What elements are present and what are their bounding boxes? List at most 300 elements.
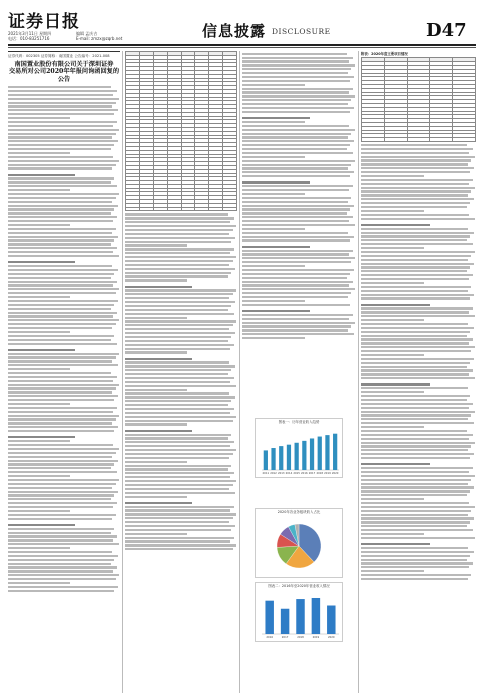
text-line (361, 202, 470, 204)
chart-title: 图表二：2016年至2020年营业收入情况 (268, 584, 330, 588)
text-line (125, 348, 230, 350)
text-line (8, 277, 111, 279)
masthead-rule (8, 44, 476, 46)
text-line (361, 255, 471, 257)
text-line (8, 125, 113, 127)
text-line (242, 148, 347, 150)
table-cell (139, 207, 153, 211)
text-line (125, 279, 187, 281)
text-line (8, 86, 111, 88)
text-line (125, 328, 229, 330)
revenue-bar-svg (256, 588, 342, 642)
table-row (126, 207, 237, 211)
text-line (125, 423, 187, 425)
text-line (8, 148, 111, 150)
text-line (125, 377, 234, 379)
text-line (8, 384, 119, 386)
text-line (8, 90, 117, 92)
text-line (125, 461, 187, 463)
text-line (125, 275, 228, 277)
text-line (242, 250, 353, 252)
text-line (242, 277, 347, 279)
text-line (242, 236, 354, 238)
text-line (8, 133, 116, 135)
text-line (242, 228, 305, 230)
tick-label: 2017 (281, 636, 289, 639)
text-line (8, 236, 118, 238)
text-line (8, 559, 114, 561)
text-line (361, 335, 467, 337)
text-line (242, 292, 351, 294)
text-line (242, 107, 354, 109)
text-line (8, 395, 118, 397)
text-line (125, 533, 187, 535)
text-line (361, 338, 473, 340)
text-line (361, 457, 470, 459)
text-line (125, 336, 231, 338)
text-line (8, 387, 116, 389)
revenue-trend-svg (256, 424, 342, 478)
text-line (8, 197, 116, 199)
masthead-email-line: E-mail: zmzx@zqrb.net (76, 36, 123, 41)
text-line (125, 400, 231, 402)
text-line (361, 387, 468, 389)
text-line (8, 467, 111, 469)
text-line (242, 99, 351, 101)
text-line (125, 252, 230, 254)
text-line (361, 551, 474, 553)
text-line (8, 403, 70, 405)
text-line (8, 144, 114, 146)
text-line (361, 163, 468, 165)
text-line (361, 399, 467, 401)
text-line (242, 160, 355, 162)
bar (295, 443, 299, 470)
text-line (125, 521, 229, 523)
text-line (8, 212, 111, 214)
text-line (8, 380, 113, 382)
text-line (8, 189, 70, 191)
text-line (125, 437, 228, 439)
text-line (361, 383, 430, 385)
text-line (242, 140, 354, 142)
text-line (361, 304, 430, 306)
text-line (242, 212, 347, 214)
text-line (361, 479, 471, 481)
column-4 (361, 51, 476, 693)
column-2 (125, 51, 237, 693)
text-line (8, 452, 116, 454)
text-line (361, 543, 430, 545)
text-line (242, 284, 349, 286)
text-line (125, 496, 187, 498)
text-line (8, 327, 112, 329)
text-line (8, 360, 112, 362)
text-line (361, 426, 424, 428)
text-line (8, 440, 70, 442)
text-line (242, 322, 355, 324)
text-line (8, 356, 116, 358)
text-line (361, 251, 475, 253)
tick-label: 2015 (293, 472, 300, 475)
text-line (8, 555, 118, 557)
text-line (125, 244, 187, 246)
text-line (361, 187, 475, 189)
text-line (361, 235, 470, 237)
text-line (361, 270, 467, 272)
text-line (125, 484, 233, 486)
text-line (125, 468, 228, 470)
text-line (125, 317, 187, 319)
text-line (8, 273, 114, 275)
text-line (361, 490, 470, 492)
text-line (242, 103, 348, 105)
text-line (8, 185, 117, 187)
text-line (8, 479, 119, 481)
text-line (8, 288, 119, 290)
text-line (8, 518, 112, 520)
text-line (8, 563, 111, 565)
text-line (8, 535, 117, 537)
text-line (361, 198, 474, 200)
text-line (361, 274, 473, 276)
text-line (125, 502, 192, 504)
column-divider (239, 51, 240, 693)
text-line (8, 281, 117, 283)
text-line (125, 248, 234, 250)
text-line (361, 366, 467, 368)
chart-title: 2020年各业务板块收入占比 (277, 510, 321, 514)
text-line (8, 208, 114, 210)
data-table-col2 (125, 51, 237, 211)
data-table (125, 51, 237, 211)
article-title-line-2: 交易所对公司2020年年报问询函回复的公告 (8, 68, 120, 83)
text-line (125, 385, 236, 387)
text-line (8, 510, 70, 512)
text-line (125, 434, 231, 436)
body-text-col4 (361, 144, 476, 580)
text-line (8, 331, 70, 333)
text-line (242, 167, 348, 169)
text-line (8, 224, 70, 226)
text-line (242, 337, 305, 339)
bar (333, 434, 337, 470)
text-line (125, 476, 230, 478)
text-line (361, 377, 475, 379)
text-line (8, 304, 114, 306)
text-line (361, 323, 468, 325)
text-line (8, 475, 70, 477)
text-line (8, 129, 119, 131)
bar (265, 601, 273, 634)
text-line (8, 160, 119, 162)
text-line (361, 498, 424, 500)
text-line (242, 269, 354, 271)
text-line (242, 133, 351, 135)
text-line (361, 467, 473, 469)
text-line (125, 286, 192, 288)
body-text-col2 (125, 213, 237, 550)
text-line (361, 350, 471, 352)
text-line (361, 475, 475, 477)
text-line (8, 570, 113, 572)
text-line (242, 68, 351, 70)
text-line (361, 354, 424, 356)
text-line (361, 175, 424, 177)
text-line (242, 325, 351, 327)
table-caption: 附表：2020年度主要项目情况 (361, 52, 408, 56)
text-line (361, 214, 469, 216)
table-cell (126, 207, 140, 211)
text-line (125, 472, 234, 474)
text-line (361, 574, 471, 576)
bar (310, 438, 314, 470)
text-line (361, 445, 471, 447)
text-line (8, 422, 112, 424)
masthead-contact (76, 31, 122, 41)
text-line (242, 175, 350, 177)
text-line (361, 228, 468, 230)
chart-title: 图表一：历年营业收入趋势 (278, 420, 320, 424)
text-line (125, 488, 229, 490)
column-1 (8, 51, 120, 693)
text-line (361, 414, 471, 416)
text-line (361, 463, 430, 465)
text-line (8, 506, 113, 508)
text-line (8, 323, 116, 325)
text-line (242, 76, 354, 78)
text-line (361, 521, 470, 523)
text-line (125, 412, 230, 414)
text-line (125, 537, 234, 539)
text-line (242, 171, 354, 173)
text-line (361, 555, 470, 557)
text-line (242, 64, 355, 66)
bar (312, 598, 320, 634)
text-line (242, 84, 305, 86)
text-line (125, 264, 229, 266)
text-line (125, 492, 235, 494)
text-line (8, 586, 118, 588)
text-line (8, 471, 117, 473)
text-line (242, 205, 354, 207)
text-line (242, 273, 350, 275)
tick-label: 2016 (301, 472, 308, 475)
text-line (8, 265, 112, 267)
text-line (242, 310, 310, 312)
text-line (8, 243, 111, 245)
text-line (125, 217, 234, 219)
text-line (8, 543, 119, 545)
text-line (125, 233, 229, 235)
table-cell (407, 138, 430, 142)
text-line (361, 297, 470, 299)
text-line (361, 247, 424, 249)
text-line (361, 407, 469, 409)
text-line (8, 113, 114, 115)
tick-label: 2017 (308, 472, 316, 475)
text-line (242, 246, 310, 248)
text-line (8, 376, 117, 378)
text-line (125, 305, 231, 307)
text-line (361, 422, 474, 424)
text-line (125, 381, 230, 383)
text-line (125, 465, 231, 467)
text-line (125, 480, 236, 482)
text-line (242, 111, 350, 113)
text-line (125, 241, 231, 243)
text-line (361, 559, 467, 561)
text-line (125, 297, 229, 299)
article-heading (8, 51, 120, 83)
text-line (125, 272, 231, 274)
text-line (8, 319, 119, 321)
body-text-col1 (8, 86, 120, 592)
text-line (361, 183, 469, 185)
text-line (8, 205, 118, 207)
text-line (361, 210, 424, 212)
text-line (361, 190, 471, 192)
text-line (8, 364, 118, 366)
text-line (361, 342, 469, 344)
text-line (125, 361, 229, 363)
text-line (242, 60, 349, 62)
text-line (361, 194, 468, 196)
text-line (242, 261, 351, 263)
text-line (361, 494, 467, 496)
text-line (8, 94, 113, 96)
text-line (8, 247, 117, 249)
article-title-line-1: 南国置业股份有限公司关于深圳证券 (14, 60, 114, 68)
tick-label: 2018 (297, 636, 304, 639)
masthead-rule-thin (8, 47, 476, 48)
text-line (361, 307, 473, 309)
text-line (125, 430, 192, 432)
text-line (125, 392, 229, 394)
table-cell (362, 138, 385, 142)
table-cell (153, 207, 167, 211)
text-line (242, 208, 350, 210)
text-line (242, 314, 353, 316)
text-line (242, 57, 353, 59)
text-line (125, 420, 233, 422)
text-line (8, 269, 118, 271)
text-line (242, 152, 353, 154)
table-row (362, 138, 476, 142)
text-line (8, 528, 114, 530)
text-line (361, 327, 474, 329)
text-line (125, 509, 230, 511)
text-line (361, 278, 469, 280)
text-line (242, 318, 349, 320)
tick-label: 2011 (262, 472, 270, 475)
text-line (8, 343, 117, 345)
text-line (8, 566, 117, 568)
text-line (361, 171, 470, 173)
table-cell (181, 207, 195, 211)
text-line (125, 404, 228, 406)
text-line (361, 486, 474, 488)
text-line (125, 408, 234, 410)
text-line (361, 290, 468, 292)
text-line (361, 148, 473, 150)
bar (264, 450, 268, 470)
text-line (8, 201, 112, 203)
text-line (361, 152, 469, 154)
masthead-date-line: 2021年3月11日 星期四 (8, 31, 52, 36)
text-line (8, 220, 113, 222)
text-line (125, 540, 230, 542)
text-line (8, 430, 114, 432)
text-line (361, 358, 474, 360)
text-line (361, 442, 475, 444)
text-line (8, 109, 118, 111)
text-line (242, 296, 348, 298)
text-line (242, 95, 355, 97)
tick-label: 2013 (277, 472, 285, 475)
text-line (8, 353, 119, 355)
text-line (361, 547, 468, 549)
text-line (361, 578, 468, 580)
text-line (242, 300, 305, 302)
text-line (8, 308, 111, 310)
text-line (8, 239, 114, 241)
text-line (125, 225, 236, 227)
revenue-pie-svg (256, 514, 342, 578)
section-title: 信息披露 (202, 22, 267, 40)
table-cell (453, 138, 476, 142)
text-line (8, 261, 75, 263)
text-line (361, 259, 468, 261)
text-line (242, 144, 350, 146)
text-line (242, 121, 305, 123)
text-line (8, 539, 113, 541)
text-line (361, 510, 471, 512)
text-line (361, 156, 475, 158)
text-line (8, 407, 117, 409)
text-line (361, 311, 469, 313)
table-cell (209, 207, 223, 211)
column-divider (358, 51, 359, 693)
text-line (8, 436, 75, 438)
text-line (8, 399, 114, 401)
text-line (8, 300, 118, 302)
text-line (361, 471, 469, 473)
text-line (125, 320, 236, 322)
text-line (125, 221, 230, 223)
text-line (361, 566, 469, 568)
text-line (361, 218, 475, 220)
text-line (8, 136, 112, 138)
text-line (361, 239, 467, 241)
text-line (8, 524, 75, 526)
text-line (361, 395, 470, 397)
bar (325, 435, 329, 470)
text-line (361, 430, 467, 432)
tick-label: 2012 (270, 472, 277, 475)
text-line (125, 457, 229, 459)
text-line (125, 513, 236, 515)
text-line (125, 324, 233, 326)
newspaper-logo: 证券日报 (8, 12, 80, 32)
column-divider (122, 51, 123, 693)
text-line (361, 537, 475, 539)
text-line (8, 167, 112, 169)
text-line (8, 228, 116, 230)
revenue-pie-chart (255, 508, 343, 578)
text-line (8, 547, 70, 549)
masthead-editor-line: 编辑 孟庆吉 (76, 31, 98, 36)
